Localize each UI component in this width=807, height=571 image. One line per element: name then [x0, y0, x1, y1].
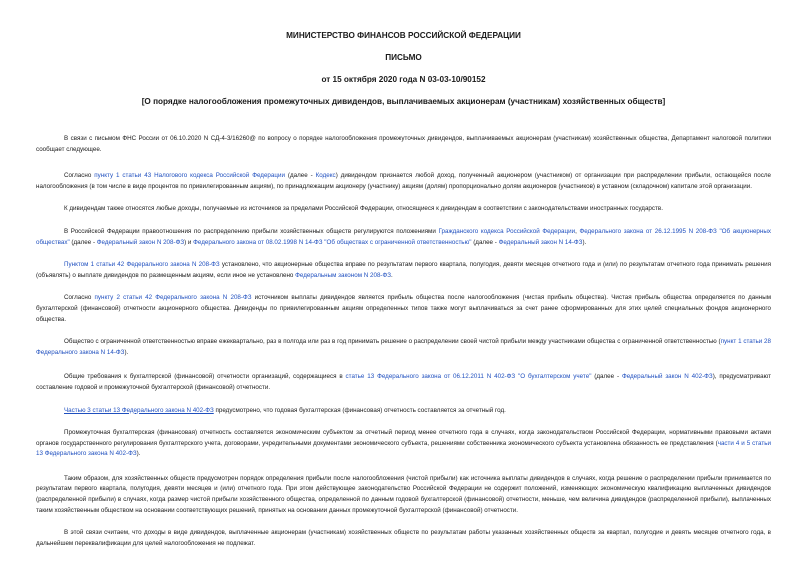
link-law-402fz-short[interactable]: Федеральный закон N 402-ФЗ [621, 373, 713, 381]
link-law-208fz-short[interactable]: Федеральный закон N 208-ФЗ [96, 238, 185, 246]
paragraph-8-text-1: Общие требования к бухгалтерской (финансовой) отчетности организаций, содержащиеся в [64, 373, 346, 381]
paragraph-2 [36, 171, 771, 192]
paragraph-4-text-1: В Российской Федерации правоотношения по распределению прибыли хозяйственных обществ регулируются положениями [64, 227, 439, 235]
paragraph-9-text: предусмотрено, что годовая бухгалтерская (финансовая) отчетность составляется за отчетный год. [213, 406, 506, 414]
paragraph-5-text-2: . [391, 271, 393, 279]
paragraph-12 [36, 528, 771, 549]
paragraph-9 [36, 406, 771, 417]
document-subject: [О порядке налогообложения промежуточных дивидендов, выплачиваемых акционерам (участникам) хозяйственных обществ] [141, 97, 666, 106]
paragraph-4 [36, 227, 771, 248]
link-civil-code[interactable]: Гражданского кодекса Российской Федерации [438, 227, 576, 235]
link-article-28-p1[interactable]: пункт 1 статьи 28 Федерального закона N 14-ФЗ [36, 338, 771, 356]
link-article-42-p2[interactable]: пункту 2 статьи 42 Федерального закона N 208-ФЗ [94, 294, 252, 302]
paragraph-6-text-1: Согласно [64, 294, 95, 302]
document-date: от 15 октября 2020 года N 03-03-10/90152 [321, 75, 486, 84]
paragraph-8-text-2: (далее - [591, 373, 622, 381]
paragraph-1 [36, 134, 771, 155]
paragraph-6-text-2: источником выплаты дивидендов является прибыль общества после налогообложения (чистая прибыль общества). Чистая прибыль общества определяется по данным бухгалтерской (финансовой) отчетности акционерного общества. Дивиденды по привилегированным акциям определенных типов также могут выплачиваться за счет ранее сформированных для этих целей специальных фондов акционерного общества. [36, 294, 771, 323]
paragraph-6 [36, 293, 771, 325]
paragraph-8 [36, 372, 771, 393]
paragraph-11 [36, 474, 771, 516]
paragraph-2-text-2: (далее - [284, 172, 316, 180]
link-article-13-parts-4-5[interactable]: части 4 и 5 статьи 13 Федерального закона N 402-ФЗ [36, 439, 771, 458]
paragraph-1-text: В связи с письмом ФНС России от 06.10.2020 N СД-4-3/16260@ по вопросу о порядке налогообложения промежуточных дивидендов, выплачиваемых акционерам (участникам) хозяйственных общества, Департамент налоговой политики сообщает следующее. [36, 135, 771, 153]
paragraph-3 [36, 204, 771, 215]
link-article-43-tax-code[interactable]: пункту 1 статьи 43 Налогового кодекса Российской Федерации [94, 172, 285, 180]
paragraph-4-text-6: ). [582, 238, 587, 246]
ministry-title: МИНИСТЕРСТВО ФИНАНСОВ РОССИЙСКОЙ ФЕДЕРАЦИИ [286, 31, 521, 40]
paragraph-5-text-1: установлено, что акционерные общества вправе по результатам первого квартала, полугодия, девяти месяцев отчетного года и (или) по результатам отчетного года принимать решения (объявлять) о выплате дивидендов по размещенным акциям, если иное не установлено [36, 261, 771, 279]
paragraph-7-text-2: ). [124, 348, 129, 356]
link-article-13-law-402fz[interactable]: статье 13 Федерального закона от 06.12.2011 N 402-ФЗ "О бухгалтерском учете" [345, 373, 592, 381]
paragraph-4-text-4: ) и [184, 238, 194, 246]
link-law-208fz-ref[interactable]: Федеральным законом N 208-ФЗ [295, 271, 392, 279]
paragraph-3-text: К дивидендам также относятся любые доходы, получаемые из источников за пределами Российской Федерации, относящиеся к дивидендам в соответствии с законодательствами иностранных государств. [64, 205, 663, 213]
paragraph-7-text-1: Общество с ограниченной ответственностью вправе ежеквартально, раз в полгода или раз в год принимать решение о распределении своей чистой прибыли между участниками общества с ограниченной ответственностью ( [64, 338, 721, 346]
document-type: ПИСЬМО [385, 53, 422, 62]
paragraph-5 [36, 260, 771, 281]
paragraph-4-text-5: (далее - [471, 238, 499, 246]
paragraph-4-text-3: (далее - [69, 238, 97, 246]
paragraph-2-text-1: Согласно [64, 172, 95, 180]
paragraph-10-text-2: ). [136, 450, 141, 458]
paragraph-10 [36, 428, 771, 460]
paragraph-4-text-2: , [575, 227, 580, 235]
paragraph-10-text-1: Промежуточная бухгалтерская (финансовая) отчетность составляется экономическим субъектом за отчетный период менее отчетного года в случаях, когда законодательством Российской Федерации, нормативными правовыми актами органов государственного регулирования бухгалтерского учета, договорами, учредительными документами экономического субъекта, решениями собственника экономического субъекта установлена обязанность ее представления ( [36, 429, 771, 447]
link-article-42-p1[interactable]: Пунктом 1 статьи 42 Федерального закона N 208-ФЗ [64, 261, 220, 269]
paragraph-7 [36, 337, 771, 358]
paragraph-11-text: Таким образом, для хозяйственных обществ предусмотрен порядок определения прибыли после налогообложения (чистой прибыли) как источника выплаты дивидендов в случаях, когда решение о распределении прибыли принимается по результатам первого квартала, полугодия, девяти месяцев и (или) отчетного года. При этом действующее законодательство Российской Федерации не содержит положений, изменяющих экономическую квалификацию выплаченных дивидендов (распределенной прибыли) в случаях, когда размер чистой прибыли хозяйственного общества, определенной по данным годовой бухгалтерской (финансовой) отчетности, меньше, чем величина дивидендов (распределенной прибыли), выплаченных таким хозяйственным обществом на основании соответствующих решений, принятых на основании данных промежуточной бухгалтерской (финансовой) отчетности. [36, 474, 771, 514]
paragraph-12-text: В этой связи считаем, что доходы в виде дивидендов, выплаченные акционерам (участникам) хозяйственных обществ по результатам работы указанных хозяйственных обществ за квартал, полугодие и девять месяцев отчетного года, в дальнейшем переквалификации для целей налогообложения не подлежат. [36, 529, 771, 547]
link-tax-code[interactable]: Кодекс [315, 172, 336, 180]
link-article-13-part-3[interactable]: Частью 3 статьи 13 Федерального закона N 402-ФЗ [64, 406, 214, 414]
link-law-208fz[interactable]: Федерального закона от 26.12.1995 N 208-ФЗ "Об акционерных обществах" [36, 227, 771, 246]
link-law-14fz-short[interactable]: Федеральный закон N 14-ФЗ [498, 238, 583, 246]
paragraph-2-text-3: ) дивидендом признается любой доход, полученный акционером (участником) от организации при распределении прибыли, остающейся после налогообложения (в том числе в виде процентов по привилегированным акциям), по принадлежащим акционеру (участнику) акциям (долям) пропорционально долям акционеров (участников) в уставном (складочном) капитале этой организации. [36, 172, 771, 190]
paragraph-8-text-3: ), предусматривают составление годовой и промежуточной бухгалтерской (финансовой) отчетности. [36, 373, 772, 391]
link-law-14fz[interactable]: Федерального закона от 08.02.1998 N 14-ФЗ "Об обществах с ограниченной ответственностью" [193, 238, 472, 246]
